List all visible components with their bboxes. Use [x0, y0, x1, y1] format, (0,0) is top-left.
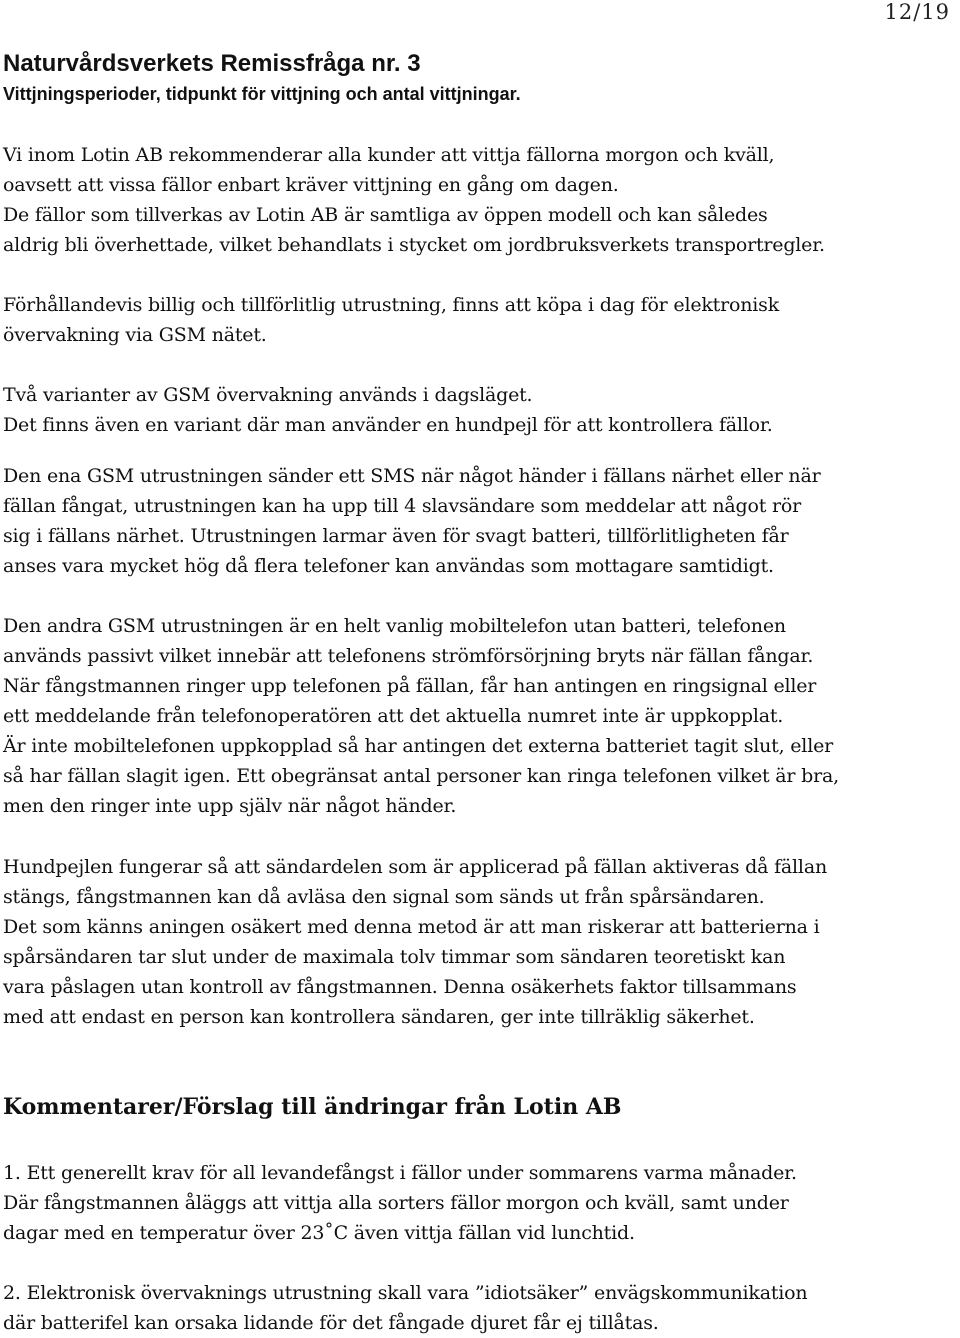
text-line: spårsändaren tar slut under de maximala tolv timmar som sändaren teoretiskt kan [3, 946, 786, 968]
text-line: Vi inom Lotin AB rekommenderar alla kunder att vittja fällorna morgon och kväll, [3, 144, 775, 166]
page-number: 12/19 [884, 0, 950, 24]
text-line: När fångstmannen ringer upp telefonen på fällan, får han antingen en ringsignal eller [3, 675, 817, 697]
text-line: Det som känns aningen osäkert med denna metod är att man riskerar att batterierna i [3, 916, 820, 938]
text-line: så har fällan slagit igen. Ett obegränsat antal personer kan ringa telefonen vilket är bra, [3, 765, 839, 787]
text-line: vara påslagen utan kontroll av fångstmannen. Denna osäkerhets faktor tillsammans [3, 976, 797, 998]
document-subtitle: Vittjningsperioder, tidpunkt för vittjning och antal vittjningar. [3, 84, 521, 104]
text-line: Två varianter av GSM övervakning används i dagsläget. [3, 384, 533, 406]
text-line: men den ringer inte upp själv när något händer. [3, 795, 457, 817]
text-line: fällan fångat, utrustningen kan ha upp till 4 slavsändare som meddelar att något rör [3, 495, 802, 517]
text-line: Där fångstmannen åläggs att vittja alla sorters fällor morgon och kväll, samt under [3, 1192, 789, 1214]
text-line: aldrig bli överhettade, vilket behandlats i stycket om jordbruksverkets transportregler. [3, 234, 825, 256]
text-line: sig i fällans närhet. Utrustningen larmar även för svagt batteri, tillförlitligheten får [3, 525, 789, 547]
paragraph-gsm-mobile [3, 611, 958, 821]
text-line: 1. Ett generellt krav för all levandefångst i fällor under sommarens varma månader. [3, 1162, 797, 1184]
text-line: övervakning via GSM nätet. [3, 324, 267, 346]
paragraph-gsm-intro [3, 290, 958, 350]
text-line: används passivt vilket innebär att telefonens strömförsörjning bryts när fällan fångar. [3, 645, 814, 667]
text-line: De fällor som tillverkas av Lotin AB är samtliga av öppen modell och kan således [3, 204, 768, 226]
comment-item-1 [3, 1158, 958, 1248]
paragraph-gsm-sms [3, 461, 958, 581]
text-line: där batterifel kan orsaka lidande för det fångade djuret får ej tillåtas. [3, 1312, 659, 1334]
text-line: 2. Elektronisk övervaknings utrustning skall vara ”idiotsäker” envägskommunikation [3, 1282, 808, 1304]
paragraph-gsm-variants [3, 380, 958, 440]
section-heading: Kommentarer/Förslag till ändringar från Lotin AB [3, 1094, 622, 1120]
text-line: Den andra GSM utrustningen är en helt vanlig mobiltelefon utan batteri, telefonen [3, 615, 786, 637]
paragraph-recommendation [3, 140, 958, 260]
text-line: anses vara mycket hög då flera telefoner kan användas som mottagare samtidigt. [3, 555, 774, 577]
text-line: Den ena GSM utrustningen sänder ett SMS när något händer i fällans närhet eller när [3, 465, 821, 487]
text-line: Det finns även en variant där man använder en hundpejl för att kontrollera fällor. [3, 414, 773, 436]
paragraph-hundpejl [3, 852, 958, 1032]
text-line: dagar med en temperatur över 23˚C även vittja fällan vid lunchtid. [3, 1222, 635, 1244]
text-line: Är inte mobiltelefonen uppkopplad så har antingen det externa batteriet tagit slut, eller [3, 735, 833, 757]
document-title: Naturvårdsverkets Remissfråga nr. 3 [3, 50, 421, 77]
text-line: stängs, fångstmannen kan då avläsa den signal som sänds ut från spårsändaren. [3, 886, 765, 908]
text-line: oavsett att vissa fällor enbart kräver vittjning en gång om dagen. [3, 174, 619, 196]
text-line: med att endast en person kan kontrollera sändaren, ger inte tillräklig säkerhet. [3, 1006, 755, 1028]
text-line: ett meddelande från telefonoperatören att det aktuella numret inte är uppkopplat. [3, 705, 784, 727]
text-line: Förhållandevis billig och tillförlitlig utrustning, finns att köpa i dag för elektronisk [3, 294, 780, 316]
comment-item-2 [3, 1278, 958, 1338]
text-line: Hundpejlen fungerar så att sändardelen som är applicerad på fällan aktiveras då fällan [3, 856, 827, 878]
